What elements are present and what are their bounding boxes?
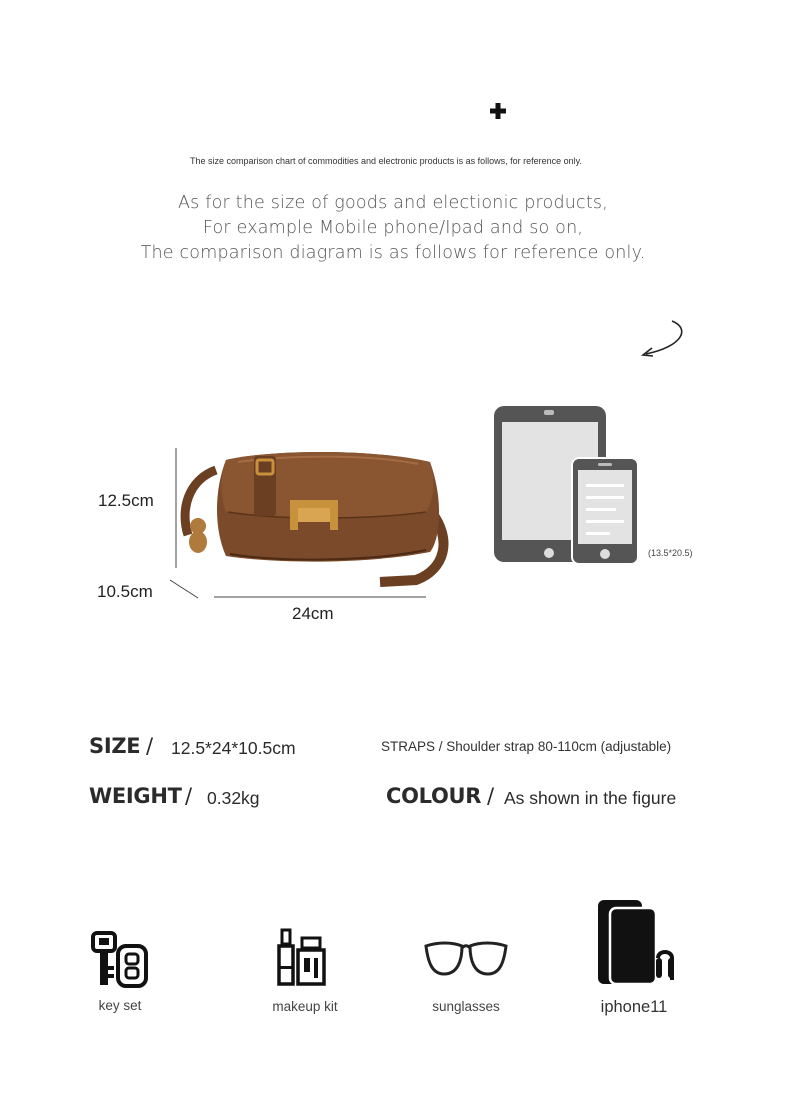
intro-line-1: As for the size of goods and electionic products, [177, 193, 609, 213]
colour-value: As shown in the figure [504, 788, 677, 808]
sunglasses-label: sunglasses [432, 999, 500, 1014]
colour-separator: / [487, 784, 495, 808]
key-set-icon [90, 930, 152, 990]
iphone-icon [596, 898, 682, 988]
weight-separator: / [185, 784, 193, 808]
reference-note: The size comparison chart of commodities and electronic products is as follows, for reference only. [189, 156, 582, 166]
handbag-image [168, 440, 458, 600]
size-value: 12.5*24*10.5cm [171, 738, 296, 758]
tablet-phone-icon [492, 404, 642, 568]
plus-icon [490, 103, 506, 119]
intro-line-2: For example Mobile phone/Ipad and so on, [202, 218, 584, 238]
height-label: 12.5cm [98, 491, 154, 510]
straps-spec: STRAPS / Shoulder strap 80-110cm (adjustable) [381, 739, 672, 754]
size-key: SIZE [89, 734, 141, 758]
key-set-label: key set [98, 998, 142, 1013]
width-label: 24cm [292, 604, 334, 623]
depth-label: 10.5cm [97, 582, 153, 601]
colour-key: COLOUR [386, 784, 482, 808]
weight-key: WEIGHT [89, 784, 182, 808]
iphone-label: iphone11 [600, 998, 668, 1016]
sunglasses-icon [424, 940, 508, 980]
curved-arrow-icon [638, 318, 690, 360]
weight-value: 0.32kg [207, 788, 260, 808]
intro-line-3: The comparison diagram is as follows for reference only. [140, 243, 646, 263]
makeup-kit-label: makeup kit [272, 999, 338, 1014]
device-size-label: (13.5*20.5) [648, 548, 693, 558]
makeup-kit-icon [274, 928, 330, 988]
size-separator: / [146, 734, 154, 758]
